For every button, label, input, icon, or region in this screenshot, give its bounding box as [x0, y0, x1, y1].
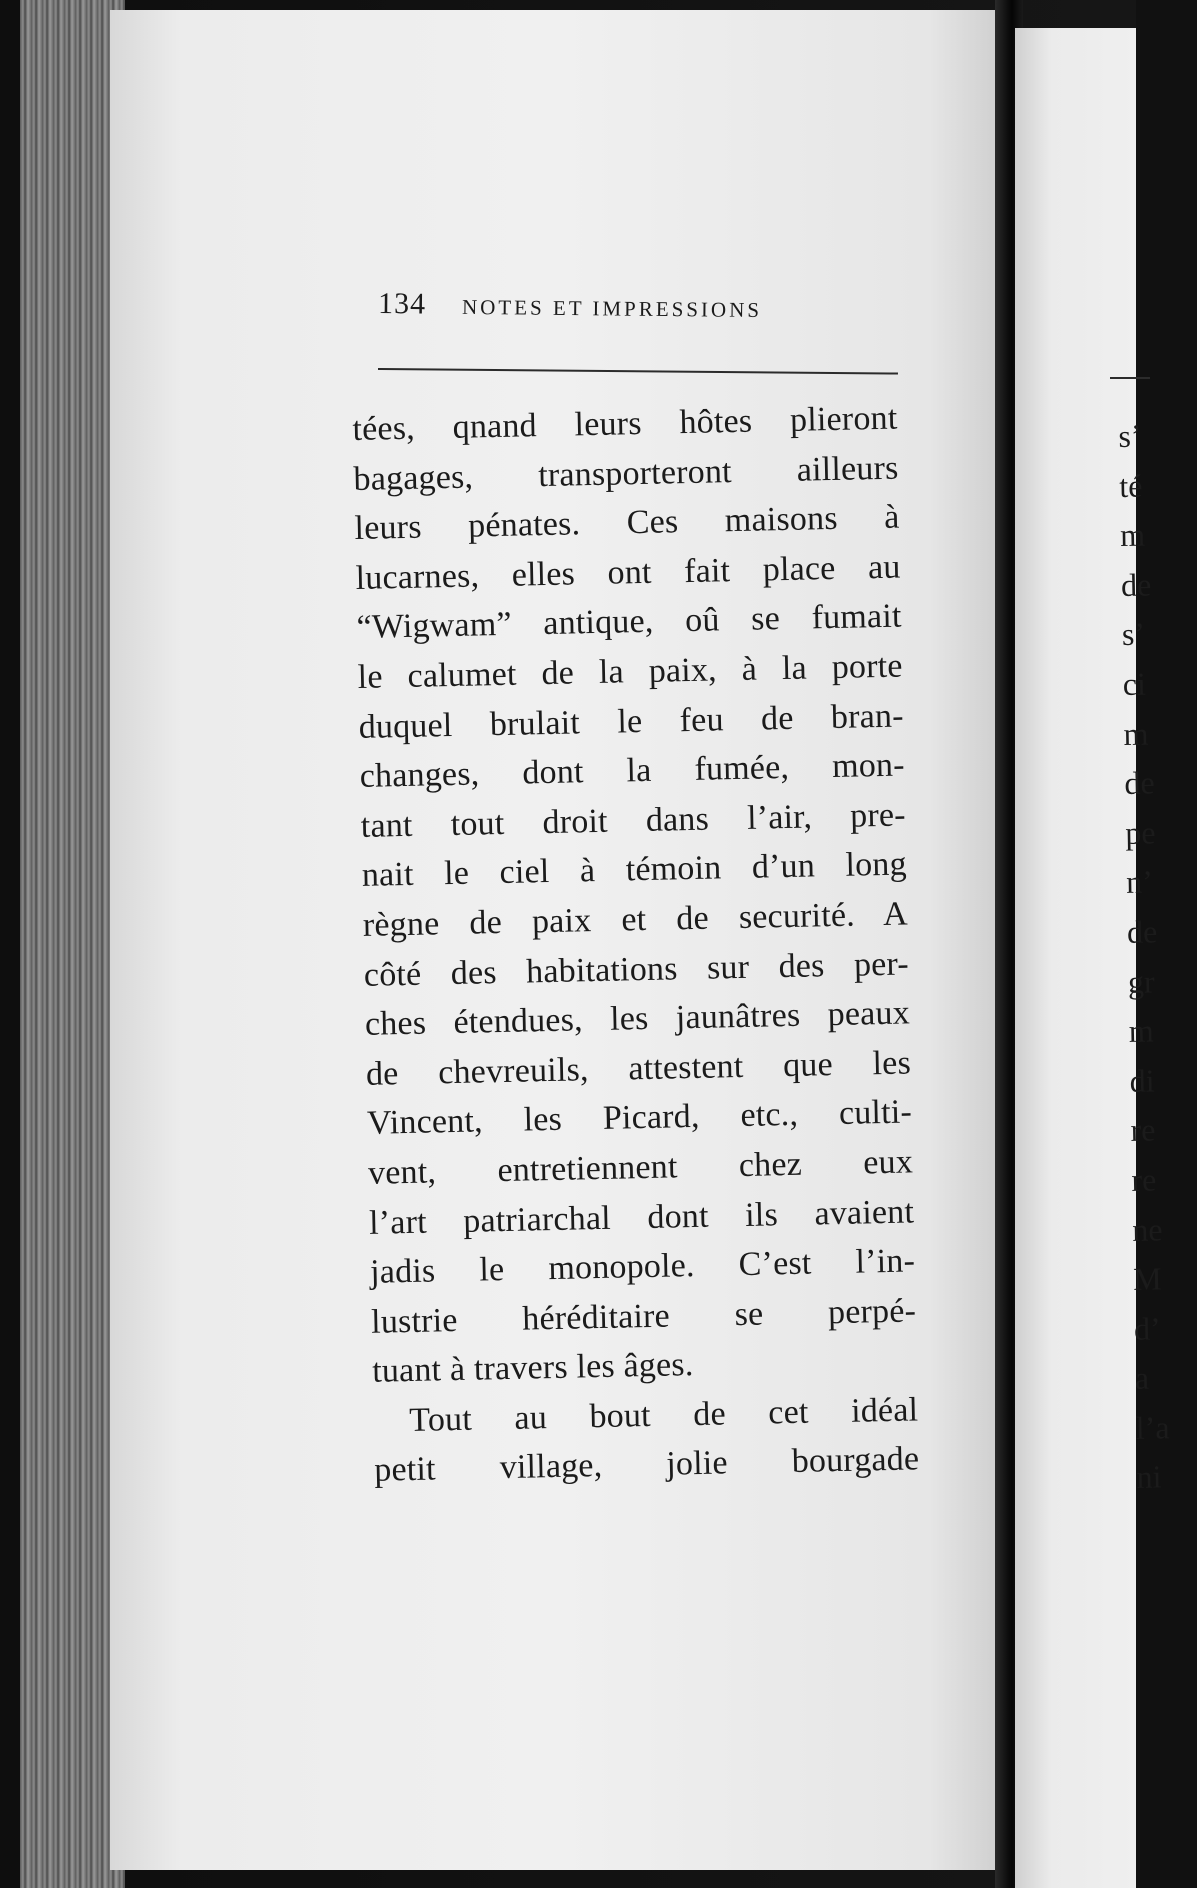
text-line: changes, dont la fumée, mon-	[359, 746, 906, 796]
text-line: lustrie héréditaire se perpé-	[370, 1292, 917, 1341]
facing-line: de	[1120, 566, 1152, 603]
facing-line: de	[1124, 764, 1155, 802]
text-line: bagages, transporteront ailleurs	[353, 449, 899, 498]
facing-line: de	[1126, 913, 1158, 950]
text-line: duquel brulait le feu de bran-	[358, 697, 905, 746]
facing-line: ne	[1131, 1210, 1163, 1248]
body-text	[352, 394, 920, 1496]
text-line: lucarnes, elles ont fait place au	[355, 548, 901, 597]
facing-line: n’	[1125, 863, 1154, 901]
facing-line: d’	[1133, 1310, 1161, 1347]
text-line: le calumet de la paix, à la porte	[357, 647, 903, 696]
text-line: côté des habitations sur des per-	[363, 944, 910, 994]
text-line: ches étendues, les jaunâtres peaux	[364, 994, 911, 1043]
facing-line: di	[1129, 1062, 1155, 1099]
text-line: tuant à travers les âges.	[371, 1346, 694, 1391]
facing-line: gr	[1127, 962, 1155, 1000]
facing-line: re	[1130, 1111, 1156, 1149]
facing-line: s’	[1118, 417, 1142, 454]
facing-line: ci	[1122, 665, 1147, 702]
text-line: “Wigwam” antique, oû se fumait	[356, 597, 902, 647]
facing-line: M	[1132, 1260, 1162, 1297]
facing-line: ni	[1136, 1458, 1162, 1496]
text-line: Vincent, les Picard, etc., culti-	[366, 1093, 913, 1143]
facing-line: pe	[1125, 814, 1156, 851]
text-line: règne de paix et de securité. A	[362, 895, 909, 944]
text-line: jadis le monopole. C’est l’in-	[369, 1242, 916, 1291]
text-line: l’art patriarchal dont ils avaient	[368, 1192, 915, 1242]
facing-line: a	[1134, 1359, 1150, 1397]
text-line: tées, qnand leurs hôtes plieront	[352, 399, 898, 448]
text-line: vent, entretiennent chez eux	[367, 1143, 914, 1192]
text-line: tant tout droit dans l’air, pre-	[360, 796, 907, 845]
text-line: nait le ciel à témoin d’un long	[361, 845, 908, 895]
text-line: de chevreuils, attestent que les	[365, 1044, 912, 1093]
text-line: petit village, jolie bourgade	[373, 1440, 920, 1490]
facing-line: m	[1123, 715, 1149, 752]
facing-line: re	[1131, 1161, 1157, 1198]
running-head	[378, 287, 898, 338]
right-page	[1015, 28, 1136, 1888]
facing-line: s’	[1121, 615, 1146, 653]
text-line: leurs pénates. Ces maisons à	[354, 498, 900, 548]
page-number: 134	[377, 287, 427, 321]
running-head-title: NOTES ET IMPRESSIONS	[461, 294, 763, 323]
facing-line: m	[1119, 516, 1146, 554]
facing-header-rule	[1110, 377, 1150, 379]
text-line: Tout au bout de cet idéal	[408, 1391, 919, 1439]
facing-line: m	[1128, 1012, 1155, 1050]
facing-line: té	[1118, 467, 1143, 504]
facing-line: l’a	[1135, 1409, 1170, 1446]
